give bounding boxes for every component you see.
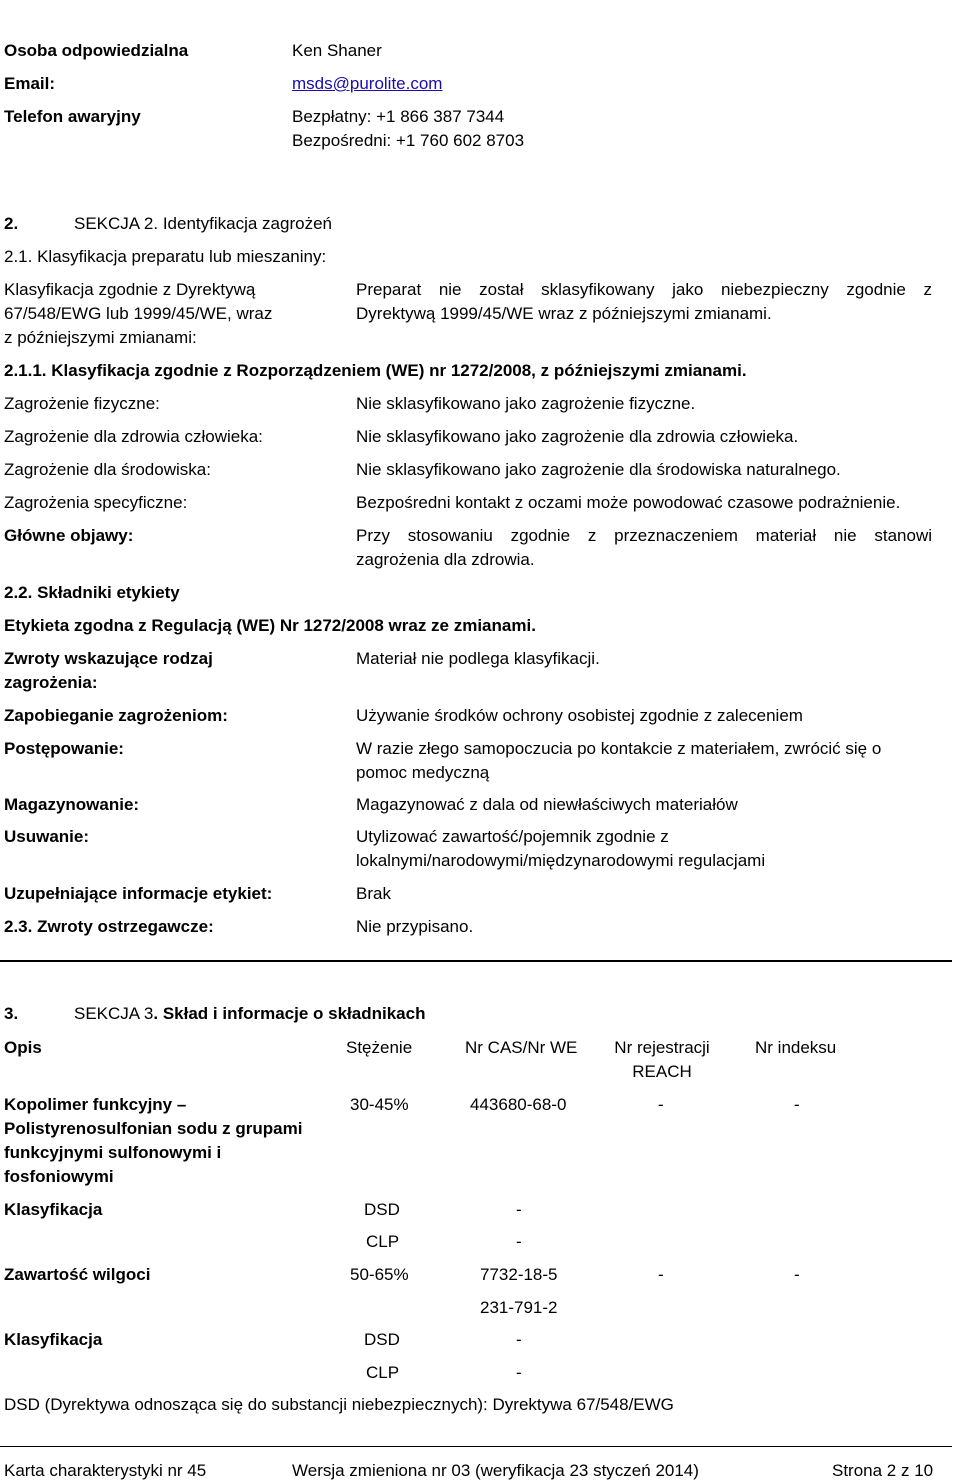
response-value-line2: pomoc medyczną — [356, 763, 490, 782]
component1-name-line4: fosfoniowymi — [4, 1167, 114, 1186]
phone-free: Bezpłatny: +1 866 387 7344 — [292, 107, 505, 126]
phone-label: Telefon awaryjny — [4, 107, 141, 126]
section3-title-b: . Skład i informacje o składnikach — [153, 1004, 426, 1023]
directive-value-line1: Preparat nie został sklasyfikowany jako niebezpieczny zgodnie z — [356, 280, 932, 299]
storage-label: Magazynowanie: — [4, 795, 140, 814]
component1-index: - — [794, 1095, 800, 1114]
classification2-dsd: DSD — [364, 1330, 400, 1349]
classification1-dsd: DSD — [364, 1200, 400, 1219]
classification2-dsd-value: - — [516, 1330, 522, 1349]
directive-label-line2: 67/548/EWG lub 1999/45/WE, wraz — [4, 304, 273, 323]
hazard-specific-label: Zagrożenia specyficzne: — [4, 493, 188, 512]
hazard-health-value: Nie sklasyfikowano jako zagrożenie dla zdrowia człowieka. — [356, 427, 799, 446]
component2-concentration: 50-65% — [350, 1265, 409, 1284]
storage-value: Magazynować z dala od niewłaściwych materiałów — [356, 795, 738, 814]
component2-name: Zawartość wilgoci — [4, 1265, 151, 1284]
component1-name-line2: Polistyrenosulfonian sodu z grupami — [4, 1119, 303, 1138]
classification2-clp: CLP — [366, 1363, 400, 1382]
section23-label: 2.3. Zwroty ostrzegawcze: — [4, 917, 214, 936]
section2-number: 2. — [4, 214, 19, 233]
symptoms-value-line2: zagrożenia dla zdrowia. — [356, 550, 535, 569]
responsible-label: Osoba odpowiedzialna — [4, 41, 189, 60]
footer-version: Wersja zmieniona nr 03 (weryfikacja 23 styczeń 2014) — [292, 1461, 699, 1480]
classification1-clp-value: - — [516, 1232, 522, 1251]
phone-direct: Bezpośredni: +1 760 602 8703 — [292, 131, 525, 150]
header-cas: Nr CAS/Nr WE — [465, 1038, 578, 1057]
footer-divider — [0, 1446, 952, 1447]
dsd-note: DSD (Dyrektywa odnosząca się do substancji niebezpiecznych): Dyrektywa 67/548/EWG — [4, 1395, 674, 1414]
footer-document-number: Karta charakterystyki nr 45 — [4, 1461, 207, 1480]
response-label: Postępowanie: — [4, 739, 124, 758]
component1-concentration: 30-45% — [350, 1095, 409, 1114]
section21-title: 2.1. Klasyfikacja preparatu lub mieszaniny: — [4, 247, 327, 266]
section211-title: 2.1.1. Klasyfikacja zgodnie z Rozporządzeniem (WE) nr 1272/2008, z późniejszymi zmianami. — [4, 361, 747, 380]
responsible-value: Ken Shaner — [292, 41, 382, 60]
classification2-label: Klasyfikacja — [4, 1330, 103, 1349]
section22-title: 2.2. Składniki etykiety — [4, 583, 180, 602]
label-regulation-title: Etykieta zgodna z Regulacją (WE) Nr 1272/2008 wraz ze zmianami. — [4, 616, 536, 635]
section3-number: 3. — [4, 1004, 19, 1023]
disposal-value-line1: Utylizować zawartość/pojemnik zgodnie z — [356, 827, 669, 846]
hazard-physical-value: Nie sklasyfikowano jako zagrożenie fizyczne. — [356, 394, 696, 413]
header-index: Nr indeksu — [755, 1038, 837, 1057]
symptoms-label: Główne objawy: — [4, 526, 134, 545]
classification1-dsd-value: - — [516, 1200, 522, 1219]
response-value-line1: W razie złego samopoczucia po kontakcie z materiałem, zwrócić się o — [356, 739, 882, 758]
header-reach-line1: Nr rejestracji — [614, 1038, 710, 1057]
hazard-phrases-label-line1: Zwroty wskazujące rodzaj — [4, 649, 213, 668]
section3-title-a: SEKCJA 3 — [74, 1004, 154, 1023]
component2-index: - — [794, 1265, 800, 1284]
hazard-physical-label: Zagrożenie fizyczne: — [4, 394, 160, 413]
component1-cas: 443680-68-0 — [470, 1095, 567, 1114]
header-reach-line2: REACH — [632, 1062, 692, 1081]
directive-value-line2: Dyrektywą 1999/45/WE wraz z późniejszymi zmianami. — [356, 304, 772, 323]
section2-title: SEKCJA 2. Identyfikacja zagrożeń — [74, 214, 332, 233]
classification1-clp: CLP — [366, 1232, 400, 1251]
classification1-label: Klasyfikacja — [4, 1200, 103, 1219]
email-link[interactable]: msds@purolite.com — [292, 74, 443, 93]
section3-title — [74, 1005, 425, 1022]
classification2-clp-value: - — [516, 1363, 522, 1382]
component2-reach: - — [658, 1265, 664, 1284]
directive-label-line3: z późniejszymi zmianami: — [4, 328, 197, 347]
email-label: Email: — [4, 74, 56, 93]
prevention-label: Zapobieganie zagrożeniom: — [4, 706, 228, 725]
component2-we: 231-791-2 — [480, 1298, 558, 1317]
component1-name-line3: funkcyjnymi sulfonowymi i — [4, 1143, 222, 1162]
hazard-health-label: Zagrożenie dla zdrowia człowieka: — [4, 427, 263, 446]
section23-value: Nie przypisano. — [356, 917, 474, 936]
header-description: Opis — [4, 1038, 42, 1057]
hazard-phrases-label-line2: zagrożenia: — [4, 673, 98, 692]
symptoms-value-line1: Przy stosowaniu zgodnie z przeznaczeniem materiał nie stanowi — [356, 526, 932, 545]
component1-reach: - — [658, 1095, 664, 1114]
supplementary-label: Uzupełniające informacje etykiet: — [4, 884, 273, 903]
hazard-environment-value: Nie sklasyfikowano jako zagrożenie dla środowiska naturalnego. — [356, 460, 841, 479]
component1-name-line1: Kopolimer funkcyjny – — [4, 1095, 187, 1114]
prevention-value: Używanie środków ochrony osobistej zgodnie z zaleceniem — [356, 706, 803, 725]
hazard-environment-label: Zagrożenie dla środowiska: — [4, 460, 211, 479]
supplementary-value: Brak — [356, 884, 391, 903]
section-divider — [0, 960, 952, 962]
disposal-value-line2: lokalnymi/narodowymi/międzynarodowymi regulacjami — [356, 851, 766, 870]
disposal-label: Usuwanie: — [4, 827, 90, 846]
directive-label-line1: Klasyfikacja zgodnie z Dyrektywą — [4, 280, 256, 299]
hazard-phrases-value: Materiał nie podlega klasyfikacji. — [356, 649, 600, 668]
header-concentration: Stężenie — [346, 1038, 413, 1057]
hazard-specific-value: Bezpośredni kontakt z oczami może powodować czasowe podrażnienie. — [356, 493, 901, 512]
footer-page-number: Strona 2 z 10 — [832, 1461, 934, 1480]
component2-cas: 7732-18-5 — [480, 1265, 558, 1284]
